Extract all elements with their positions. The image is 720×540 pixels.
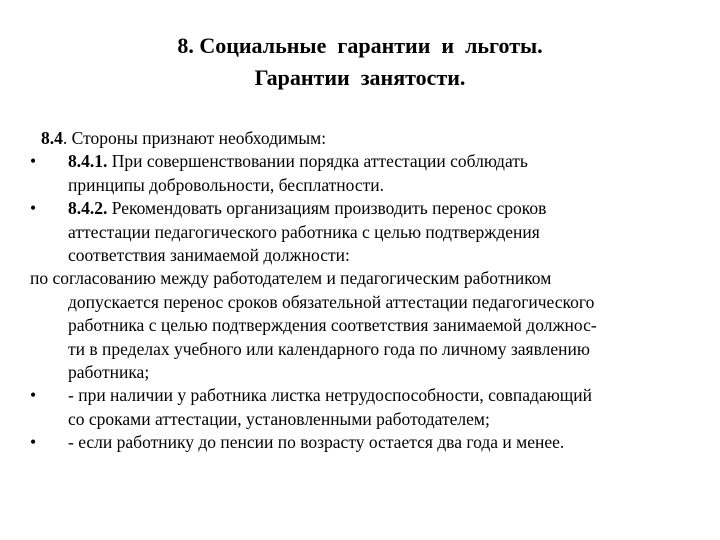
page-title [0,30,720,94]
list-item-8-4-2 [30,197,700,220]
item-line-1: - если работнику до пенсии по возрасту остается два года и менее. [68,432,565,453]
item-text [30,198,546,218]
bullet-icon: • [30,385,37,406]
item-line-1: - при наличии у работника листка нетрудоспособности, совпадающий [68,385,593,406]
item-continuation: соответствия занимаемой должности: [68,244,350,265]
item-line-1: Рекомендовать организациям производить перенос сроков [107,198,547,219]
list-item-sick-leave [30,384,700,407]
list-item-8-4-1 [30,150,700,173]
item-number: 8.4.1. [68,151,108,172]
bullet-icon: • [30,432,37,453]
title-line-2: Гарантии занятости. [254,65,466,90]
item-number: 8.4.2. [68,198,108,219]
bullet-icon: • [30,198,37,219]
paragraph-continuation: работника; [68,361,150,382]
paragraph-continuation: ти в пределах учебного или календарного года по личному заявлению [68,338,590,359]
bullet-icon: • [30,151,37,172]
item-continuation: со сроками аттестации, установленными работодателем; [68,408,490,429]
intro-line [30,127,700,150]
document-body [30,127,700,454]
item-text [30,151,528,171]
item-continuation: принципы добровольности, бесплатности. [68,174,384,195]
intro-text: . Стороны признают необходимым: [62,128,327,148]
item-line-1: При совершенствовании порядка аттестации соблюдать [107,151,528,172]
paragraph-continuation: работника с целью подтверждения соответствия занимаемой должнос- [68,315,597,336]
intro-number: 8.4 [41,128,63,148]
paragraph-continuation: допускается перенос сроков обязательной аттестации педагогического [68,291,595,312]
title-line-1: 8. Социальные гарантии и льготы. [177,33,543,58]
paragraph-line-1: по согласованию между работодателем и педагогическим работником [30,268,552,289]
item-continuation: аттестации педагогического работника с целью подтверждения [68,221,540,242]
list-item-pension [30,431,700,454]
